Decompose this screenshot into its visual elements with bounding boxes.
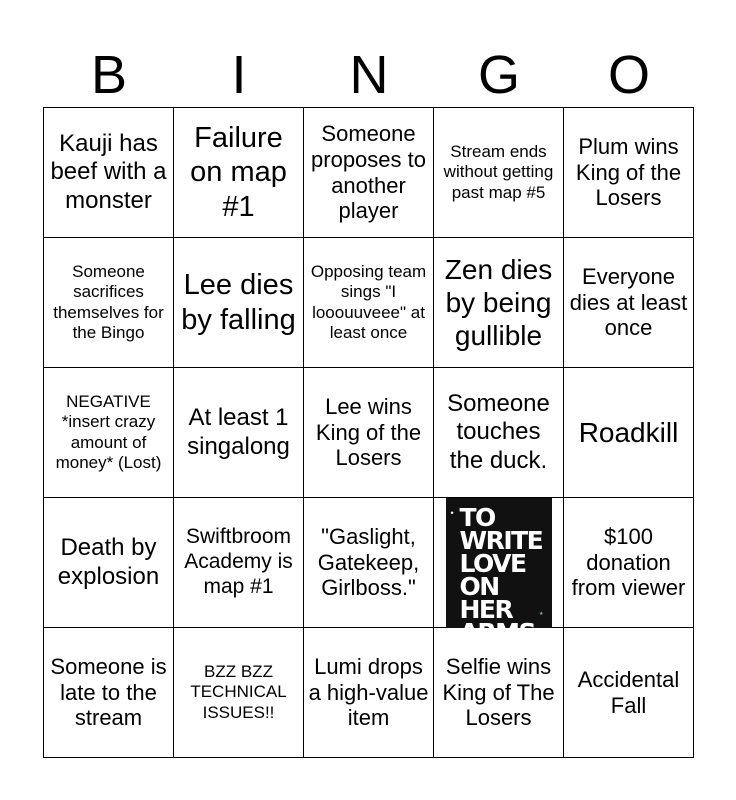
bingo-header: [44, 44, 694, 106]
bingo-cell[interactable]: Plum wins King of the Losers: [564, 108, 694, 238]
bingo-cell[interactable]: Kauji has beef with a monster: [44, 108, 174, 238]
bingo-cell[interactable]: Lee wins King of the Losers: [304, 368, 434, 498]
bingo-cell[interactable]: "Gaslight, Gatekeep, Girlboss.": [304, 498, 434, 628]
header-letter-g: G: [477, 45, 520, 105]
bingo-cell[interactable]: Opposing team sings "I looouuveee" at least once: [304, 238, 434, 368]
bingo-cell[interactable]: Zen dies by being gullible: [434, 238, 564, 368]
bingo-cell[interactable]: Swiftbroom Academy is map #1: [174, 498, 304, 628]
bingo-cell[interactable]: Accidental Fall: [564, 628, 694, 758]
bingo-cell[interactable]: Someone touches the duck.: [434, 368, 564, 498]
bingo-cell[interactable]: At least 1 singalong: [174, 368, 304, 498]
bingo-cell[interactable]: NEGATIVE *insert crazy amount of money* (Lost): [44, 368, 174, 498]
bingo-cell[interactable]: Someone proposes to another player: [304, 108, 434, 238]
free-space-logo: [446, 498, 552, 647]
logo-text: TO WRITE LOVE ON HER ARMS.: [459, 502, 543, 647]
header-letter-n: N: [349, 45, 389, 105]
bingo-cell[interactable]: Someone sacrifices themselves for the Bingo: [44, 238, 174, 368]
bingo-cell[interactable]: Selfie wins King of The Losers: [434, 628, 564, 758]
bingo-cell[interactable]: Everyone dies at least once: [564, 238, 694, 368]
bingo-cell[interactable]: $100 donation from viewer: [564, 498, 694, 628]
header-letter-i: I: [231, 45, 247, 105]
bingo-cell[interactable]: Lumi drops a high-value item: [304, 628, 434, 758]
bingo-grid: [43, 107, 694, 758]
logo-dot: •: [450, 507, 454, 518]
bingo-cell-free-space[interactable]: [434, 498, 564, 647]
bingo-cell[interactable]: BZZ BZZ TECHNICAL ISSUES!!: [174, 628, 304, 758]
bingo-cell[interactable]: Stream ends without getting past map #5: [434, 108, 564, 238]
bingo-cell[interactable]: Roadkill: [564, 368, 694, 498]
bingo-cell[interactable]: Someone is late to the stream: [44, 628, 174, 758]
logo-star: ★: [539, 610, 544, 617]
header-letter-b: B: [90, 45, 128, 105]
bingo-cell[interactable]: Lee dies by falling: [174, 238, 304, 368]
header-letter-o: O: [607, 45, 650, 105]
bingo-cell[interactable]: Death by explosion: [44, 498, 174, 628]
bingo-cell[interactable]: Failure on map #1: [174, 108, 304, 238]
